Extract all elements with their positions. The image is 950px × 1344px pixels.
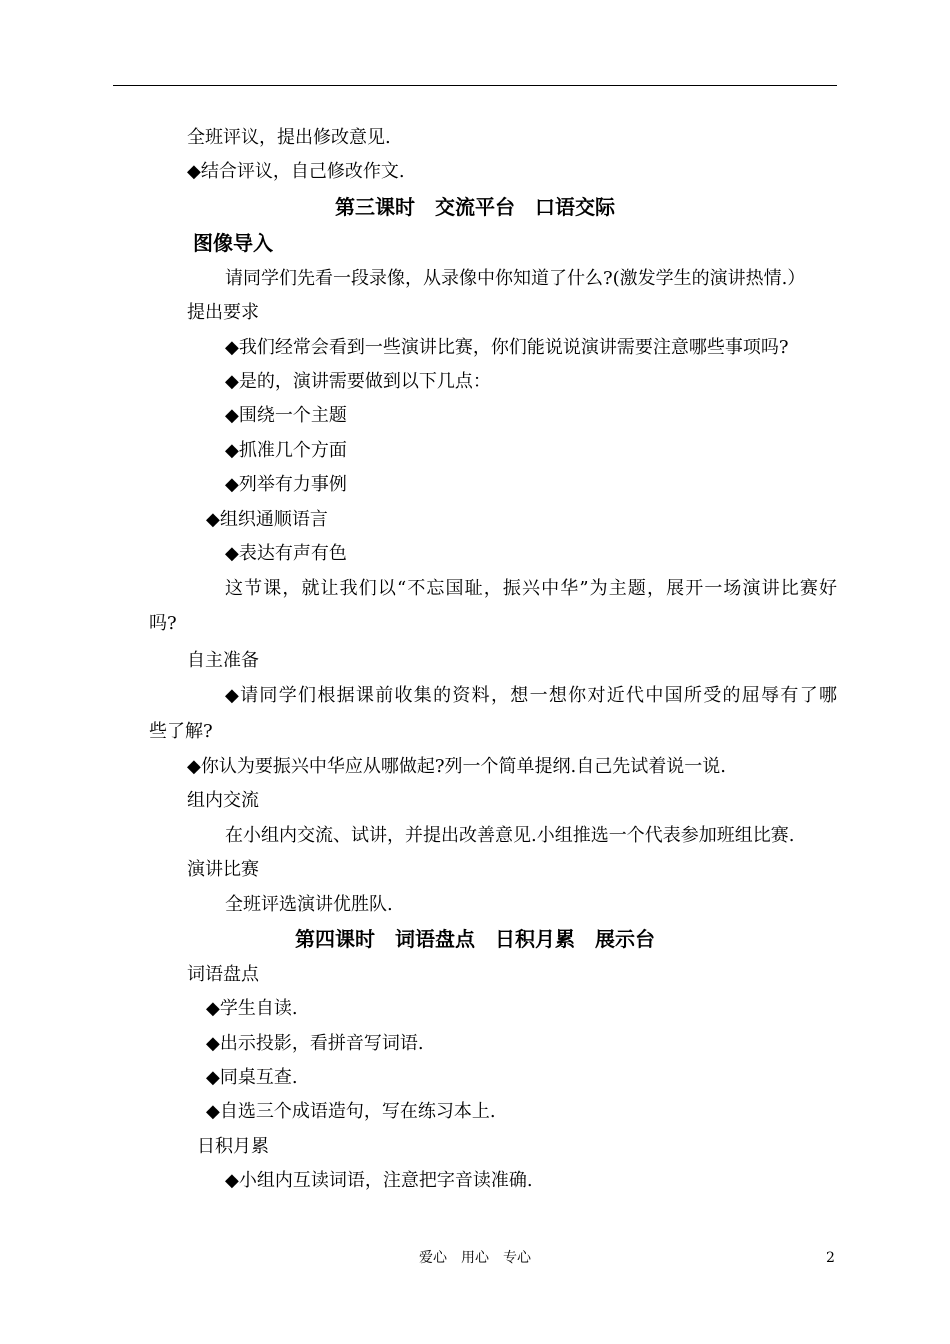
bullet-line: ◆同桌互查. — [206, 1067, 298, 1088]
text-line: 请同学们先看一段录像，从录像中你知道了什么?(激发学生的演讲热情.） — [225, 268, 806, 289]
bullet-line: ◆表达有声有色 — [225, 543, 347, 564]
text-line: 全班评议，提出修改意见. — [187, 127, 391, 148]
bullet-line: ◆请同学们根据课前收集的资料，想一想你对近代中国所受的屈辱有了哪 — [225, 685, 837, 706]
header-rule — [113, 85, 837, 86]
footer-motto: 爱心 用心 专心 — [419, 1250, 531, 1266]
section-label: 日积月累 — [197, 1136, 269, 1157]
section-label: 提出要求 — [187, 302, 259, 323]
section-label: 演讲比赛 — [187, 859, 259, 880]
bullet-line: ◆抓准几个方面 — [225, 440, 347, 461]
text-line: 在小组内交流、试讲，并提出改善意见.小组推选一个代表参加班组比赛. — [225, 825, 795, 846]
section-label: 词语盘点 — [187, 964, 259, 985]
section-heading-lesson-3: 第三课时 交流平台 口语交际 — [335, 195, 615, 219]
subheading-image-intro: 图像导入 — [193, 231, 273, 255]
text-line: 吗? — [149, 613, 177, 634]
bullet-line: ◆结合评议，自己修改作文. — [187, 161, 405, 182]
text-line: 全班评选演讲优胜队. — [225, 894, 393, 915]
bullet-line: ◆围绕一个主题 — [225, 405, 347, 426]
section-label: 自主准备 — [187, 650, 259, 671]
text-line: 这节课，就让我们以“不忘国耻，振兴中华”为主题，展开一场演讲比赛好 — [225, 578, 837, 599]
bullet-line: ◆我们经常会看到一些演讲比赛，你们能说说演讲需要注意哪些事项吗? — [225, 337, 789, 358]
bullet-line: ◆是的，演讲需要做到以下几点： — [225, 371, 491, 392]
page-number: 2 — [826, 1250, 835, 1266]
section-heading-lesson-4: 第四课时 词语盘点 日积月累 展示台 — [295, 927, 655, 951]
text-line: 些了解? — [149, 721, 213, 742]
bullet-line: ◆出示投影，看拼音写词语. — [206, 1033, 424, 1054]
bullet-line: ◆自选三个成语造句，写在练习本上. — [206, 1101, 496, 1122]
bullet-line: ◆学生自读. — [206, 998, 298, 1019]
section-label: 组内交流 — [187, 790, 259, 811]
bullet-line: ◆列举有力事例 — [225, 474, 347, 495]
bullet-line: ◆小组内互读词语，注意把字音读准确. — [225, 1170, 533, 1191]
bullet-line: ◆你认为要振兴中华应从哪做起?列一个简单提纲.自己先试着说一说. — [187, 756, 726, 777]
bullet-line: ◆组织通顺语言 — [206, 509, 328, 530]
